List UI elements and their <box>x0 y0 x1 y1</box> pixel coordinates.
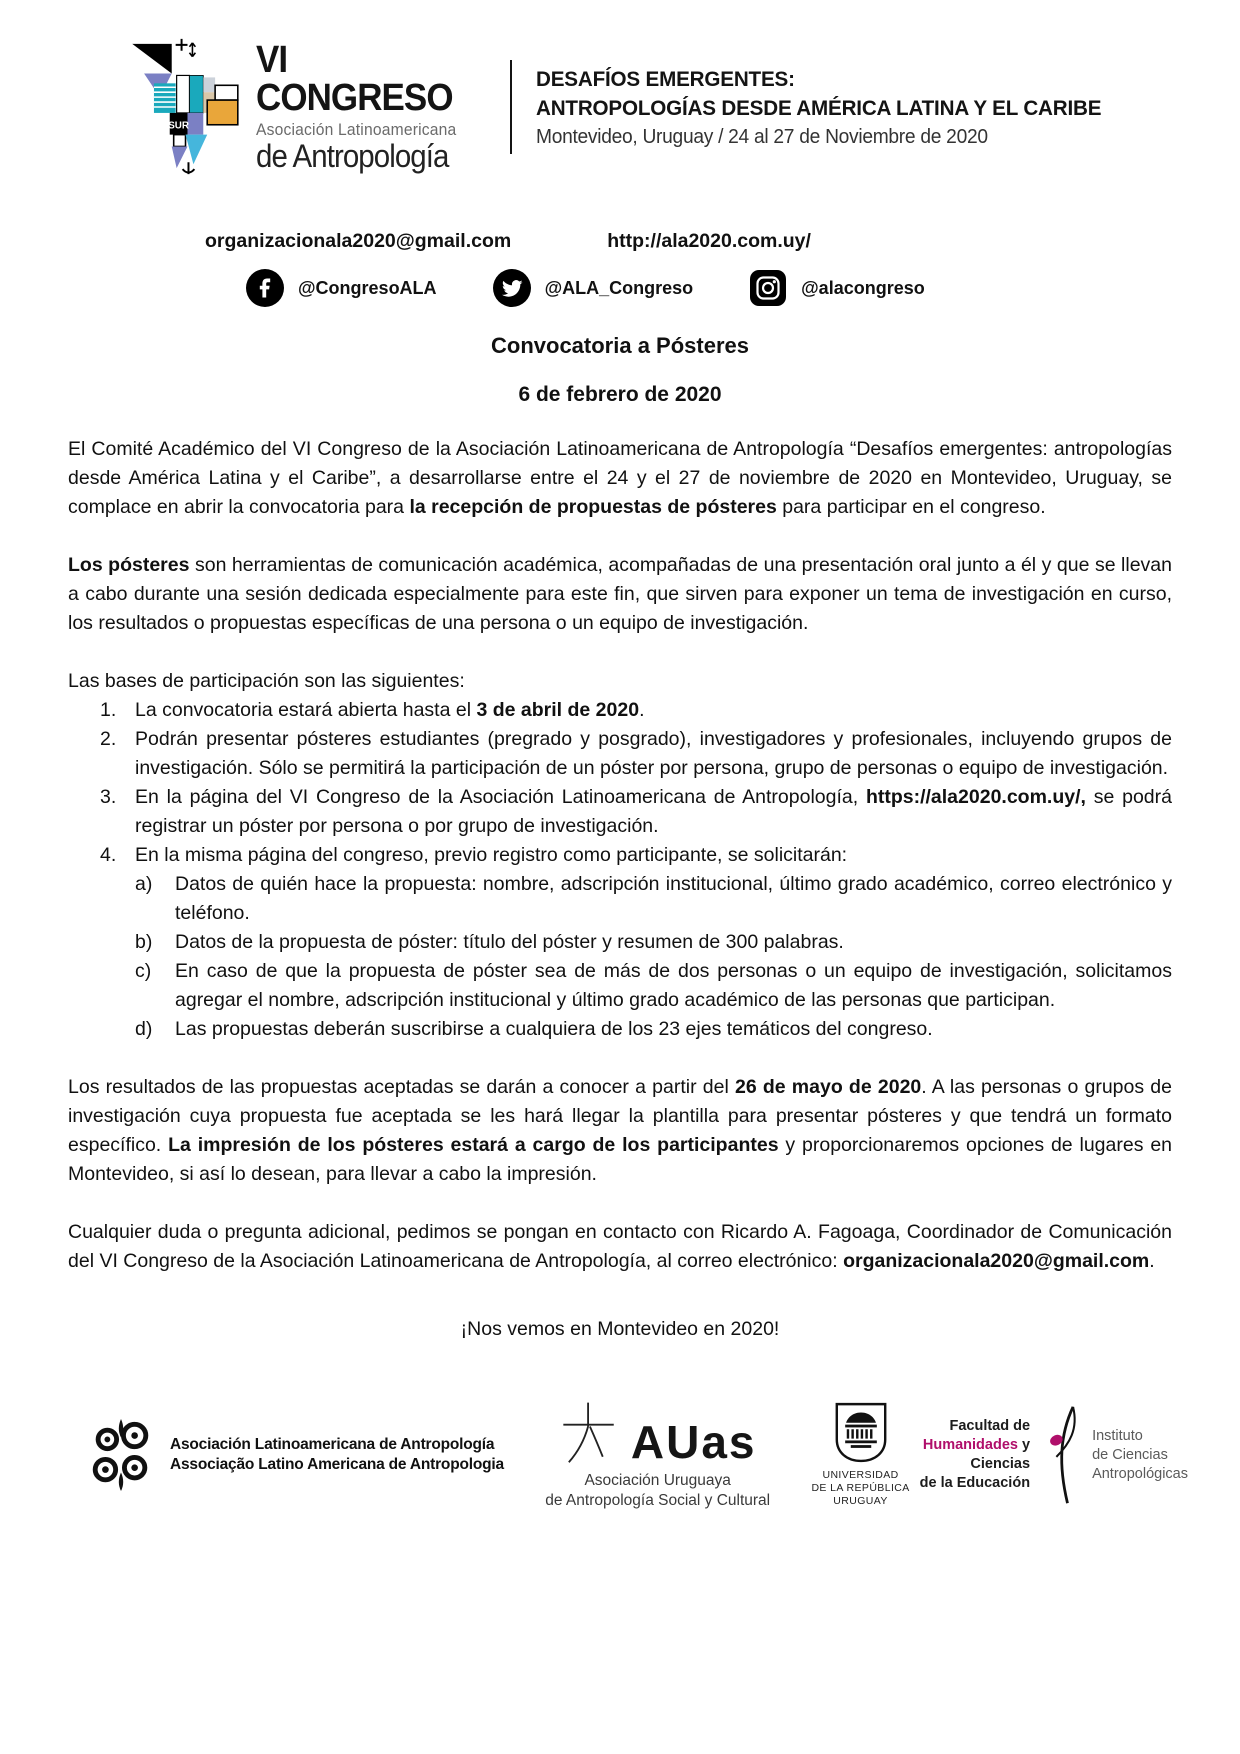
bases-intro: Las bases de participación son las siguientes: <box>68 670 465 692</box>
list-item-3: 3. En la página del VI Congreso de la Asociación Latinoamericana de Antropología, https://ala2020.com.uy/, se podrá registrar un póster por persona o por grupo de investigación. <box>100 786 1172 837</box>
paragraph-contact: Cualquier duda o pregunta adicional, pedimos se pongan en contacto con Ricardo A. Fagoaga, Coordinador de Comunicación del VI Congreso de la Asociación Latinoamericana de Antropología, al correo electrónico: organizacionala2020@gmail.com. <box>68 1221 1172 1272</box>
list-item-4: 4. En la misma página del congreso, previo registro como participante, se solicitarán: <box>100 844 848 866</box>
footer-ala <box>84 1417 504 1493</box>
contact-row <box>205 230 1240 253</box>
banner-line-3: Montevideo, Uruguay / 24 al 27 de Noviembre de 2020 <box>536 126 988 149</box>
list-item-2: 2. Podrán presentar pósteres estudiantes (pregrado y posgrado), investigadores y profesionales, incluyendo grupos de investigación. Sólo se permitirá la participación de un póster por persona, grupo de personas o equipo de investigación. <box>100 728 1172 779</box>
sublist-item-c: c) En caso de que la propuesta de póster sea de más de dos personas o un equipo de investigación, solicitamos agregar el nombre, adscripción institucional y último grado académico de las personas que participan. <box>135 960 1172 1011</box>
page-date: 6 de febrero de 2020 <box>518 383 722 406</box>
footer-auas <box>545 1399 770 1511</box>
social-twitter <box>493 269 694 307</box>
udelar-shield-logo <box>834 1402 888 1464</box>
list-item-1: 1. La convocatoria estará abierta hasta el 3 de abril de 2020. <box>100 699 645 721</box>
social-instagram <box>749 269 925 307</box>
auas-star-logo <box>559 1399 619 1465</box>
paragraph-results: Los resultados de las propuestas aceptadas se darán a conocer a partir del 26 de mayo de 2020. A las personas o grupos de investigación cuya propuesta fue aceptada se les hará llegar la plantilla para presentar pósteres y que tendrá un formato específico. La impresión de los pósteres estará a cargo de los participantes y proporcionaremos opciones de lugares en Montevideo, si así lo desean, para llevar a cabo la impresión. <box>68 1076 1173 1185</box>
sublist-item-b: b) Datos de la propuesta de póster: título del póster y resumen de 300 palabras. <box>135 931 844 953</box>
facebook-icon <box>246 269 284 307</box>
paragraph-intro: El Comité Académico del VI Congreso de la Asociación Latinoamericana de Antropología “Desafíos emergentes: antropologías desde América Latina y el Caribe”, a desarrollarse entre el 24 y el 27 de noviembre de 2020 en Montevideo, Uruguay, se complace en abrir la convocatoria para la recepción de propuestas de pósteres para participar en el congreso. <box>68 438 1172 518</box>
congress-title: VI CONGRESO <box>256 38 453 120</box>
congress-wordmark <box>256 38 486 174</box>
congress-banner <box>536 65 1101 149</box>
ala-caption: Asociación Latinoamericana de Antropología Associação Latino Americana de Antropologia <box>170 1436 504 1473</box>
ica-caption: Instituto de Ciencias Antropológicas <box>1092 1427 1188 1482</box>
closing-line: ¡Nos vemos en Montevideo en 2020! <box>460 1318 780 1340</box>
congress-subtitle-2: de Antropología <box>256 137 449 174</box>
auas-caption: Asociación Uruguaya de Antropología Social y Cultural <box>545 1472 771 1509</box>
banner-line-1: DESAFÍOS EMERGENTES: <box>536 66 795 91</box>
congress-map-logo <box>128 34 246 180</box>
instagram-icon <box>749 269 787 307</box>
facebook-handle: @CongresoALA <box>298 277 437 298</box>
udelar-caption: UNIVERSIDAD DE LA REPÚBLICA URUGUAY <box>811 1469 910 1507</box>
social-row <box>246 269 1240 307</box>
auas-wordmark: AUas <box>630 1416 757 1468</box>
banner-line-2: ANTROPOLOGÍAS DESDE AMÉRICA LATINA Y EL CARIBE <box>536 96 1102 120</box>
contact-url: http://ala2020.com.uy/ <box>607 230 811 252</box>
udelar-block <box>811 1402 909 1508</box>
page-title: Convocatoria a Pósteres <box>491 333 749 358</box>
instagram-handle: @alacongreso <box>801 277 925 298</box>
paragraph-posters: Los pósteres son herramientas de comunicación académica, acompañadas de una presentación oral junto a él y que se llevan a cabo durante una sesión dedicada especialmente para este fin, que sirven para exponer un tema de investigación en curso, los resultados o propuestas específicas de una persona o un equipo de investigación. <box>68 554 1172 634</box>
sublist-item-d: d) Las propuestas deberán suscribirse a cualquiera de los 23 ejes temáticos del congreso. <box>135 1018 933 1040</box>
sublist-item-a: a) Datos de quién hace la propuesta: nombre, adscripción institucional, último grado académico, correo electrónico y teléfono. <box>135 873 1172 924</box>
sponsor-footer <box>84 1399 1188 1511</box>
congress-header <box>128 34 1180 180</box>
fhce-figure-logo <box>1036 1400 1086 1510</box>
svg-text:SUR: SUR <box>168 120 190 132</box>
social-facebook <box>246 269 437 307</box>
congress-subtitle: Asociación Latinoamericana <box>256 120 457 140</box>
contact-email: organizacionala2020@gmail.com <box>205 230 512 252</box>
footer-udelar-fhce <box>811 1400 1188 1510</box>
fhce-caption: Facultad de Humanidades y Ciencias de la Educación <box>919 1418 1031 1491</box>
twitter-icon <box>493 269 531 307</box>
document-body <box>68 435 1172 1276</box>
twitter-handle: @ALA_Congreso <box>544 277 694 298</box>
ala-rings-logo <box>84 1417 158 1493</box>
header-divider <box>510 60 512 154</box>
